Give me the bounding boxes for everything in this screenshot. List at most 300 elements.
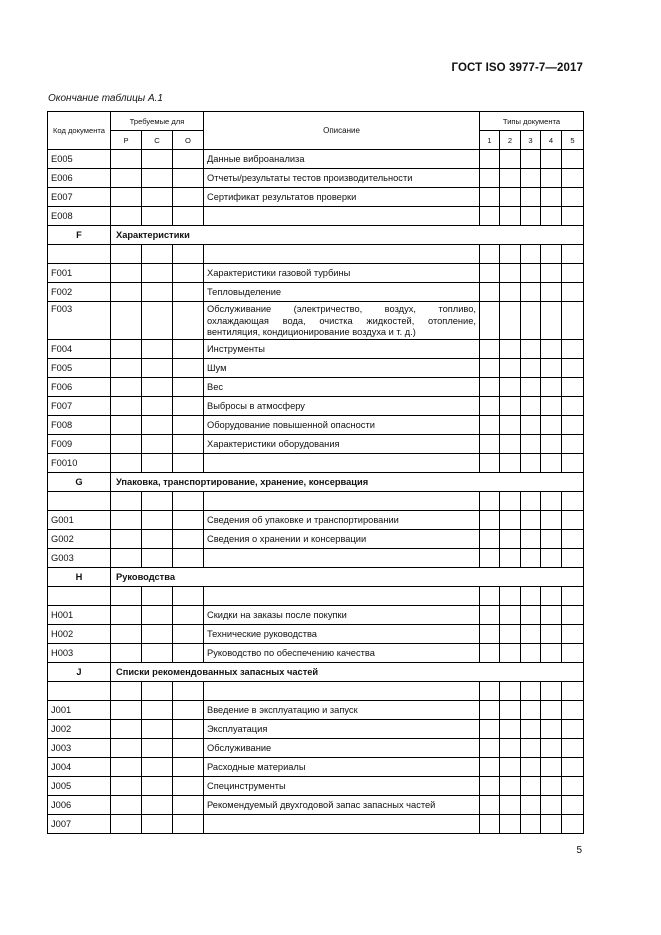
doc-description (204, 814, 480, 833)
doc-type-5-cell (562, 814, 584, 833)
required-c-cell (142, 339, 173, 358)
doc-type-3-cell (521, 643, 541, 662)
header-type-1: 1 (480, 131, 500, 150)
doc-type-5-cell (562, 738, 584, 757)
required-c-cell (142, 510, 173, 529)
doc-code (48, 681, 111, 700)
doc-type-1-cell (480, 377, 500, 396)
table-row (48, 453, 584, 472)
header-code: Код документа (48, 112, 111, 150)
required-c-cell (142, 624, 173, 643)
required-c-cell (142, 377, 173, 396)
doc-type-5-cell (562, 624, 584, 643)
section-title: Руководства (111, 567, 584, 586)
doc-type-5-cell (562, 491, 584, 510)
doc-type-5-cell (562, 188, 584, 207)
doc-code: H002 (48, 624, 111, 643)
table-row (48, 700, 584, 719)
table-header (48, 112, 584, 150)
doc-type-3-cell (521, 150, 541, 169)
doc-type-5-cell (562, 548, 584, 567)
doc-type-3-cell (521, 245, 541, 264)
doc-type-4-cell (541, 776, 562, 795)
doc-type-3-cell (521, 339, 541, 358)
doc-type-5-cell (562, 681, 584, 700)
required-c-cell (142, 302, 173, 340)
doc-type-3-cell (521, 548, 541, 567)
doc-description: Сертификат результатов проверки (204, 188, 480, 207)
section-letter: G (48, 472, 111, 491)
required-p-cell (111, 264, 142, 283)
doc-type-2-cell (500, 396, 521, 415)
doc-type-5-cell (562, 757, 584, 776)
required-c-cell (142, 150, 173, 169)
required-p-cell (111, 738, 142, 757)
doc-type-4-cell (541, 719, 562, 738)
doc-code: G003 (48, 548, 111, 567)
table-row (48, 396, 584, 415)
required-o-cell (173, 302, 204, 340)
required-o-cell (173, 624, 204, 643)
doc-type-2-cell (500, 302, 521, 340)
table-row (48, 264, 584, 283)
required-c-cell (142, 681, 173, 700)
section-row (48, 472, 584, 491)
doc-type-2-cell (500, 434, 521, 453)
doc-type-4-cell (541, 643, 562, 662)
doc-type-1-cell (480, 776, 500, 795)
doc-type-2-cell (500, 169, 521, 188)
doc-type-1-cell (480, 358, 500, 377)
doc-type-5-cell (562, 302, 584, 340)
doc-type-4-cell (541, 548, 562, 567)
doc-type-1-cell (480, 719, 500, 738)
doc-type-5-cell (562, 283, 584, 302)
doc-type-4-cell (541, 795, 562, 814)
doc-type-3-cell (521, 188, 541, 207)
required-c-cell (142, 434, 173, 453)
doc-type-3-cell (521, 738, 541, 757)
doc-type-4-cell (541, 188, 562, 207)
required-p-cell (111, 245, 142, 264)
standard-code: ГОСТ ISO 3977-7—2017 (451, 62, 583, 74)
required-p-cell (111, 169, 142, 188)
doc-code: F004 (48, 339, 111, 358)
doc-type-1-cell (480, 510, 500, 529)
doc-type-2-cell (500, 207, 521, 226)
doc-type-5-cell (562, 529, 584, 548)
required-p-cell (111, 548, 142, 567)
required-o-cell (173, 510, 204, 529)
required-c-cell (142, 396, 173, 415)
required-o-cell (173, 150, 204, 169)
doc-description: Данные виброанализа (204, 150, 480, 169)
doc-code: J002 (48, 719, 111, 738)
page-number: 5 (576, 845, 582, 856)
required-p-cell (111, 283, 142, 302)
doc-type-3-cell (521, 491, 541, 510)
doc-type-2-cell (500, 510, 521, 529)
header-type-3: 3 (521, 131, 541, 150)
doc-code: E005 (48, 150, 111, 169)
required-p-cell (111, 491, 142, 510)
required-c-cell (142, 738, 173, 757)
doc-code: J003 (48, 738, 111, 757)
doc-type-1-cell (480, 453, 500, 472)
required-c-cell (142, 719, 173, 738)
doc-code: J005 (48, 776, 111, 795)
required-o-cell (173, 529, 204, 548)
table-row (48, 510, 584, 529)
doc-type-1-cell (480, 586, 500, 605)
doc-description: Технические руководства (204, 624, 480, 643)
required-c-cell (142, 548, 173, 567)
doc-code: E008 (48, 207, 111, 226)
required-o-cell (173, 776, 204, 795)
required-p-cell (111, 150, 142, 169)
doc-type-3-cell (521, 605, 541, 624)
doc-type-2-cell (500, 377, 521, 396)
table-row (48, 624, 584, 643)
required-o-cell (173, 719, 204, 738)
required-o-cell (173, 681, 204, 700)
required-p-cell (111, 624, 142, 643)
table-row (48, 814, 584, 833)
required-p-cell (111, 529, 142, 548)
doc-code (48, 491, 111, 510)
doc-description: Обслуживание (электричество, воздух, топливо, охлаждающая вода, очистка жидкостей, отопление, вентиляция, кондиционирование воздуха и т. д.) (204, 302, 480, 340)
doc-type-1-cell (480, 814, 500, 833)
required-o-cell (173, 700, 204, 719)
doc-type-1-cell (480, 188, 500, 207)
doc-type-4-cell (541, 453, 562, 472)
doc-type-1-cell (480, 548, 500, 567)
required-c-cell (142, 795, 173, 814)
doc-code: F002 (48, 283, 111, 302)
doc-type-5-cell (562, 776, 584, 795)
doc-code: J001 (48, 700, 111, 719)
doc-code (48, 586, 111, 605)
doc-type-5-cell (562, 700, 584, 719)
table-row (48, 169, 584, 188)
table-row (48, 434, 584, 453)
doc-description: Введение в эксплуатацию и запуск (204, 700, 480, 719)
required-o-cell (173, 377, 204, 396)
doc-type-4-cell (541, 396, 562, 415)
doc-type-3-cell (521, 264, 541, 283)
doc-description: Характеристики оборудования (204, 434, 480, 453)
doc-type-1-cell (480, 738, 500, 757)
doc-type-2-cell (500, 738, 521, 757)
doc-description: Характеристики газовой турбины (204, 264, 480, 283)
table-row (48, 643, 584, 662)
doc-type-3-cell (521, 776, 541, 795)
required-c-cell (142, 586, 173, 605)
required-p-cell (111, 302, 142, 340)
blank-row (48, 681, 584, 700)
doc-description: Оборудование повышенной опасности (204, 415, 480, 434)
table-row (48, 795, 584, 814)
doc-type-1-cell (480, 757, 500, 776)
doc-code: H001 (48, 605, 111, 624)
required-o-cell (173, 491, 204, 510)
doc-type-3-cell (521, 719, 541, 738)
doc-type-4-cell (541, 245, 562, 264)
table-row (48, 377, 584, 396)
doc-type-1-cell (480, 396, 500, 415)
doc-description: Шум (204, 358, 480, 377)
required-o-cell (173, 188, 204, 207)
doc-code: J007 (48, 814, 111, 833)
required-o-cell (173, 795, 204, 814)
doc-type-4-cell (541, 339, 562, 358)
doc-type-5-cell (562, 510, 584, 529)
required-p-cell (111, 207, 142, 226)
required-o-cell (173, 358, 204, 377)
table-row (48, 188, 584, 207)
required-o-cell (173, 757, 204, 776)
required-c-cell (142, 605, 173, 624)
required-o-cell (173, 643, 204, 662)
header-type-2: 2 (500, 131, 521, 150)
section-letter: H (48, 567, 111, 586)
doc-type-2-cell (500, 605, 521, 624)
doc-description: Инструменты (204, 339, 480, 358)
doc-type-5-cell (562, 358, 584, 377)
required-p-cell (111, 605, 142, 624)
doc-type-3-cell (521, 529, 541, 548)
required-p-cell (111, 339, 142, 358)
doc-description: Эксплуатация (204, 719, 480, 738)
doc-code (48, 245, 111, 264)
header-p: P (111, 131, 142, 150)
required-o-cell (173, 264, 204, 283)
doc-type-4-cell (541, 377, 562, 396)
doc-type-5-cell (562, 339, 584, 358)
doc-description (204, 548, 480, 567)
required-p-cell (111, 643, 142, 662)
doc-type-2-cell (500, 529, 521, 548)
doc-type-4-cell (541, 700, 562, 719)
required-o-cell (173, 245, 204, 264)
required-c-cell (142, 264, 173, 283)
required-o-cell (173, 738, 204, 757)
document-codes-table (47, 111, 584, 834)
doc-type-4-cell (541, 624, 562, 643)
required-p-cell (111, 814, 142, 833)
doc-type-1-cell (480, 434, 500, 453)
header-c: C (142, 131, 173, 150)
doc-type-4-cell (541, 510, 562, 529)
doc-description: Расходные материалы (204, 757, 480, 776)
header-doc-types: Типы документа (480, 112, 584, 131)
doc-type-2-cell (500, 681, 521, 700)
required-p-cell (111, 795, 142, 814)
doc-code: E006 (48, 169, 111, 188)
doc-type-4-cell (541, 757, 562, 776)
doc-type-3-cell (521, 358, 541, 377)
doc-type-3-cell (521, 757, 541, 776)
required-c-cell (142, 358, 173, 377)
required-p-cell (111, 377, 142, 396)
doc-type-4-cell (541, 586, 562, 605)
required-p-cell (111, 681, 142, 700)
doc-type-2-cell (500, 757, 521, 776)
doc-description (204, 586, 480, 605)
doc-type-2-cell (500, 491, 521, 510)
required-o-cell (173, 434, 204, 453)
table-row (48, 757, 584, 776)
doc-code: F003 (48, 302, 111, 340)
doc-description: Рекомендуемый двухгодовой запас запасных частей (204, 795, 480, 814)
section-title: Упаковка, транспортирование, хранение, консервация (111, 472, 584, 491)
doc-type-3-cell (521, 453, 541, 472)
doc-type-3-cell (521, 681, 541, 700)
doc-type-2-cell (500, 264, 521, 283)
doc-type-1-cell (480, 700, 500, 719)
doc-type-2-cell (500, 358, 521, 377)
doc-type-4-cell (541, 264, 562, 283)
doc-type-3-cell (521, 700, 541, 719)
required-p-cell (111, 188, 142, 207)
doc-type-5-cell (562, 605, 584, 624)
doc-type-5-cell (562, 377, 584, 396)
doc-type-5-cell (562, 415, 584, 434)
doc-type-3-cell (521, 207, 541, 226)
section-letter: F (48, 226, 111, 245)
required-o-cell (173, 169, 204, 188)
doc-code: J004 (48, 757, 111, 776)
doc-description: Выбросы в атмосферу (204, 396, 480, 415)
required-p-cell (111, 776, 142, 795)
required-o-cell (173, 207, 204, 226)
required-o-cell (173, 415, 204, 434)
doc-description: Вес (204, 377, 480, 396)
doc-type-3-cell (521, 283, 541, 302)
table-row (48, 358, 584, 377)
doc-code: F001 (48, 264, 111, 283)
doc-code: G002 (48, 529, 111, 548)
doc-description (204, 245, 480, 264)
table-row (48, 548, 584, 567)
doc-description: Тепловыделение (204, 283, 480, 302)
required-p-cell (111, 719, 142, 738)
doc-description: Сведения о хранении и консервации (204, 529, 480, 548)
required-o-cell (173, 548, 204, 567)
doc-description (204, 453, 480, 472)
doc-code: F005 (48, 358, 111, 377)
doc-type-3-cell (521, 624, 541, 643)
required-c-cell (142, 757, 173, 776)
required-p-cell (111, 757, 142, 776)
section-letter: J (48, 662, 111, 681)
doc-type-4-cell (541, 605, 562, 624)
doc-type-4-cell (541, 529, 562, 548)
required-p-cell (111, 415, 142, 434)
doc-code: J006 (48, 795, 111, 814)
section-title: Списки рекомендованных запасных частей (111, 662, 584, 681)
doc-type-1-cell (480, 681, 500, 700)
doc-type-1-cell (480, 491, 500, 510)
required-c-cell (142, 169, 173, 188)
section-title: Характеристики (111, 226, 584, 245)
doc-type-5-cell (562, 207, 584, 226)
section-row (48, 226, 584, 245)
doc-code: H003 (48, 643, 111, 662)
doc-type-1-cell (480, 264, 500, 283)
doc-type-5-cell (562, 245, 584, 264)
required-c-cell (142, 453, 173, 472)
doc-type-3-cell (521, 434, 541, 453)
required-c-cell (142, 245, 173, 264)
table-row (48, 719, 584, 738)
required-c-cell (142, 283, 173, 302)
doc-type-1-cell (480, 795, 500, 814)
table-row (48, 738, 584, 757)
section-row (48, 567, 584, 586)
doc-code: F0010 (48, 453, 111, 472)
required-o-cell (173, 814, 204, 833)
required-c-cell (142, 643, 173, 662)
doc-type-4-cell (541, 491, 562, 510)
doc-type-4-cell (541, 434, 562, 453)
doc-type-2-cell (500, 245, 521, 264)
section-row (48, 662, 584, 681)
doc-description: Руководство по обеспечению качества (204, 643, 480, 662)
doc-type-4-cell (541, 207, 562, 226)
doc-type-1-cell (480, 643, 500, 662)
table-row (48, 529, 584, 548)
doc-type-2-cell (500, 339, 521, 358)
required-p-cell (111, 510, 142, 529)
header-type-5: 5 (562, 131, 584, 150)
table-row (48, 605, 584, 624)
blank-row (48, 586, 584, 605)
doc-type-4-cell (541, 681, 562, 700)
doc-type-5-cell (562, 396, 584, 415)
doc-type-1-cell (480, 339, 500, 358)
required-c-cell (142, 776, 173, 795)
doc-type-3-cell (521, 795, 541, 814)
doc-type-2-cell (500, 150, 521, 169)
doc-type-1-cell (480, 283, 500, 302)
blank-row (48, 491, 584, 510)
doc-type-2-cell (500, 548, 521, 567)
required-p-cell (111, 434, 142, 453)
required-c-cell (142, 207, 173, 226)
doc-type-4-cell (541, 169, 562, 188)
required-o-cell (173, 453, 204, 472)
required-c-cell (142, 529, 173, 548)
doc-type-2-cell (500, 453, 521, 472)
header-required: Требуемые для (111, 112, 204, 131)
required-o-cell (173, 586, 204, 605)
doc-type-5-cell (562, 795, 584, 814)
required-p-cell (111, 586, 142, 605)
doc-type-4-cell (541, 150, 562, 169)
table-row (48, 302, 584, 340)
blank-row (48, 245, 584, 264)
doc-description (204, 207, 480, 226)
doc-type-1-cell (480, 150, 500, 169)
required-c-cell (142, 814, 173, 833)
doc-type-5-cell (562, 586, 584, 605)
doc-type-2-cell (500, 814, 521, 833)
doc-type-5-cell (562, 719, 584, 738)
table-row (48, 339, 584, 358)
doc-type-1-cell (480, 207, 500, 226)
doc-type-4-cell (541, 738, 562, 757)
